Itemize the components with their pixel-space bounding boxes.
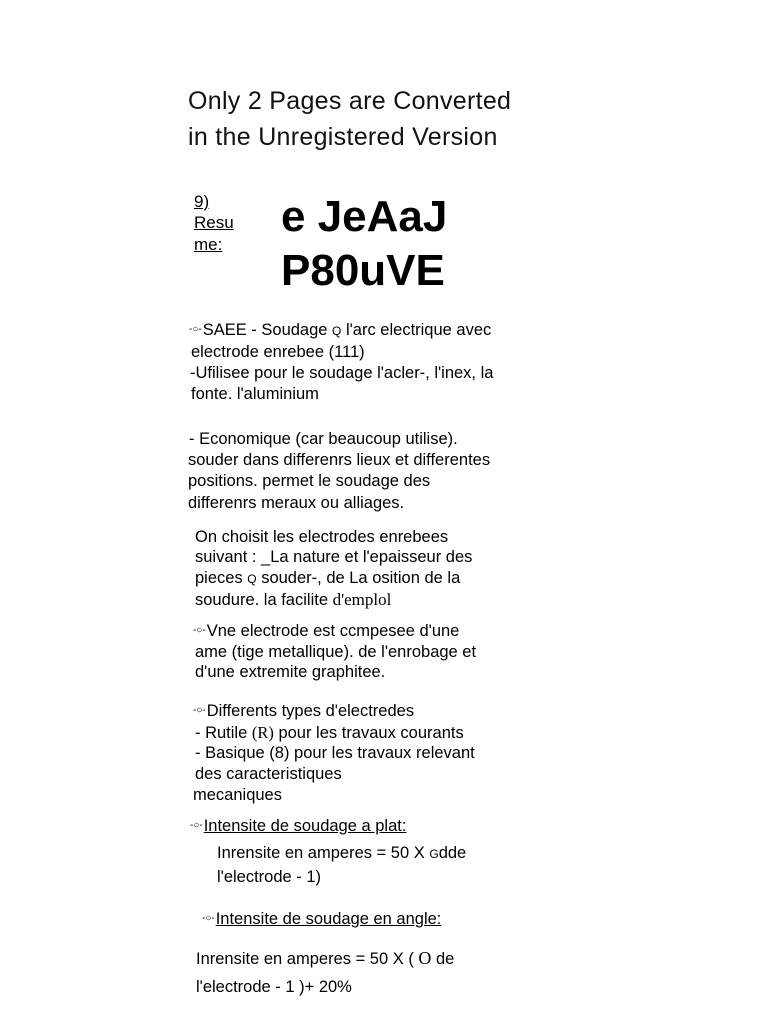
paragraph-choix-line-3: pieces Q souder-, de La osition de la xyxy=(195,569,461,587)
paragraph-saee-line-1: -○-SAEE - Soudage Q l'arc electrique avec xyxy=(189,321,492,339)
paragraph-choix-line-4: soudure. la facilite d'emplol xyxy=(195,590,392,609)
paragraph-choix-line-2: suivant : _La nature et l'epaisseur des xyxy=(195,548,473,566)
paragraph-types-basique: - Basique (8) pour les travaux relevant xyxy=(195,744,475,762)
intensite-plat-formula-line-1: Inrensite en amperes = 50 X Gdde xyxy=(217,844,467,862)
section-number: 9) xyxy=(194,192,210,211)
bullet-icon: -○- xyxy=(190,820,203,832)
paragraph-saee-line-3: -Ufilisee pour le soudage l'acler-, l'inex, la xyxy=(190,364,494,382)
paragraph-economique-line-3: positions. permet le soudage des xyxy=(188,472,431,490)
section-title-line-1: e JeAaJ xyxy=(281,192,448,241)
bullet-icon: -○- xyxy=(202,913,215,925)
paragraph-economique-line-1: - Economique (car beaucoup utilise). xyxy=(189,430,458,448)
section-label-part-1: Resu xyxy=(194,213,234,232)
paragraph-saee-line-4: fonte. l'aluminium xyxy=(191,385,319,403)
intensite-angle-heading: -○-Intensite de soudage en angle: xyxy=(202,910,442,928)
paragraph-saee-line-2: electrode enrebee (111) xyxy=(191,343,365,361)
conversion-notice-line-1: Only 2 Pages are Converted xyxy=(188,87,512,115)
intensite-plat-formula-line-2: l'electrode - 1) xyxy=(217,868,322,886)
paragraph-types-heading: -○-Differents types d'electredes xyxy=(193,702,415,720)
bullet-icon: -○- xyxy=(189,324,202,336)
intensite-angle-formula-line-1: Inrensite en amperes = 50 X ( O de xyxy=(196,948,455,968)
paragraph-electrode-line-3: d'une extremite graphitee. xyxy=(195,663,386,681)
paragraph-types-line-5: mecaniques xyxy=(193,786,282,804)
conversion-notice-line-2: in the Unregistered Version xyxy=(188,123,498,151)
intensite-plat-heading: -○-Intensite de soudage a plat: xyxy=(190,817,407,835)
section-label-part-2: me: xyxy=(194,235,223,254)
paragraph-economique-line-2: souder dans differenrs lieux et differentes xyxy=(188,451,491,469)
paragraph-economique-line-4: differenrs meraux ou alliages. xyxy=(188,494,405,512)
bullet-icon: -○- xyxy=(193,625,206,637)
paragraph-choix-line-1: On choisit les electrodes enrebees xyxy=(195,528,449,546)
intensite-angle-formula-line-2: l'electrode - 1 )+ 20% xyxy=(196,978,352,996)
paragraph-types-line-4: des caracteristiques xyxy=(195,765,342,783)
bullet-icon: -○- xyxy=(193,705,206,717)
section-title-line-2: P80uVE xyxy=(281,246,445,295)
paragraph-electrode-line-1: -○-Vne electrode est ccmpesee d'une xyxy=(193,622,460,640)
paragraph-types-rutile: - Rutile (R) pour les travaux courants xyxy=(195,723,464,742)
paragraph-electrode-line-2: ame (tige metallique). de l'enrobage et xyxy=(195,643,477,661)
